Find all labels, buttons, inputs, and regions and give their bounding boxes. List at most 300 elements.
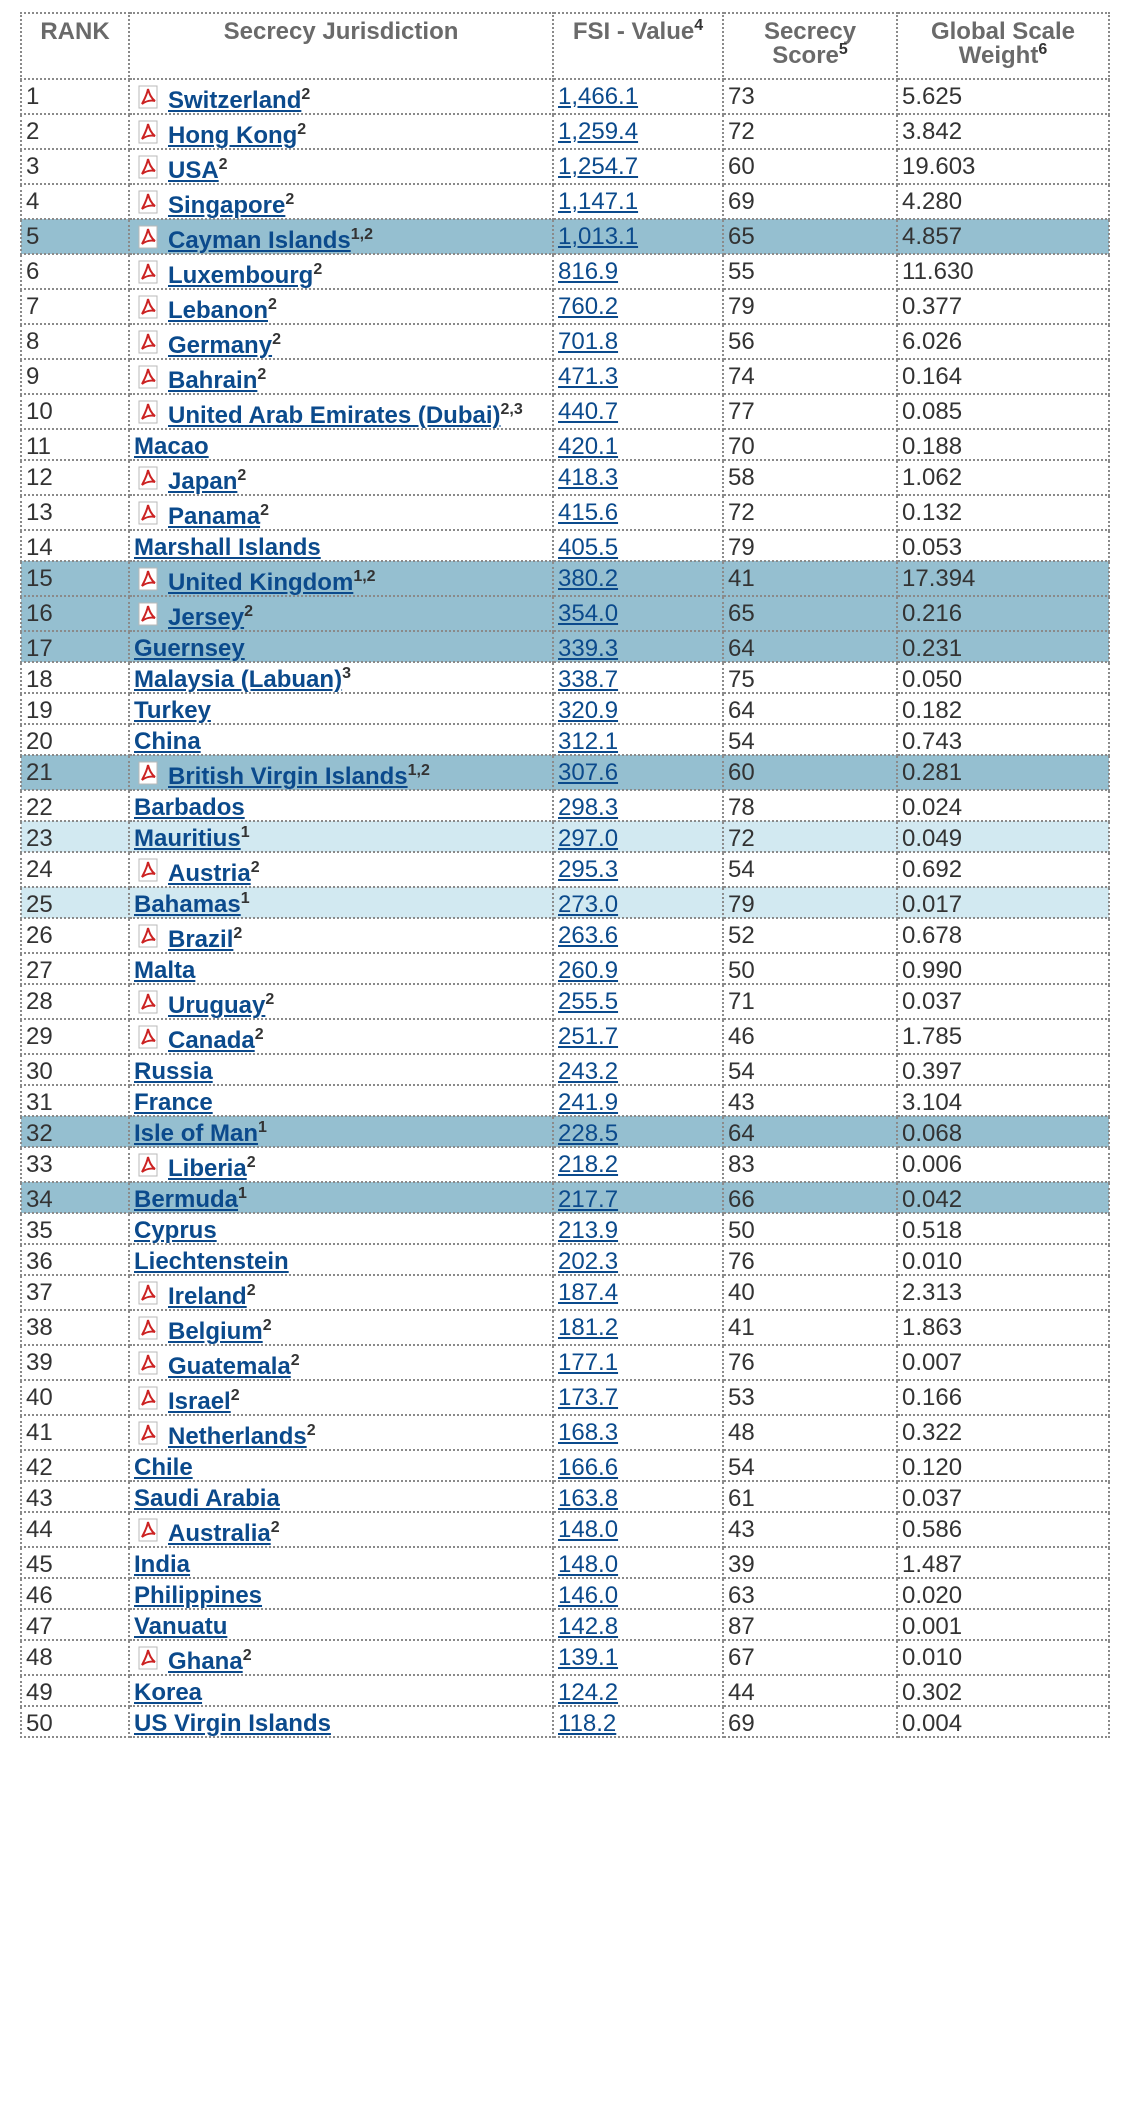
fsi-value-link[interactable]: 173.7 [558,1384,619,1411]
jurisdiction-link[interactable]: China [134,728,201,755]
fsi-value-cell [553,596,723,631]
jurisdiction-footnote: 2 [285,191,295,208]
fsi-value-cell [553,1578,723,1609]
table-row [21,662,1109,693]
global-scale-weight-cell [897,394,1109,429]
jurisdiction-footnote: 1 [240,890,250,907]
secrecy-score-value: 74 [728,363,755,390]
fsi-value-link[interactable]: 260.9 [558,957,619,984]
secrecy-score-value: 46 [728,1023,755,1050]
secrecy-score-cell [723,219,897,254]
fsi-value-link[interactable]: 405.5 [558,534,619,561]
global-scale-weight-value: 0.007 [902,1349,963,1376]
table-row [21,1450,1109,1481]
rank-value: 2 [26,118,40,145]
jurisdiction-cell [129,953,553,984]
pdf-report-icon[interactable] [138,1518,158,1542]
secrecy-score-value: 50 [728,957,755,984]
jurisdiction-link[interactable]: Israel [168,1388,231,1415]
jurisdiction-footnote: 2 [301,86,311,103]
table-row [21,1345,1109,1380]
secrecy-score-value: 87 [728,1613,755,1640]
jurisdiction-cell [129,1415,553,1450]
global-scale-weight-value: 0.164 [902,363,963,390]
pdf-report-icon[interactable] [138,924,158,948]
secrecy-score-cell [723,1380,897,1415]
global-scale-weight-cell [897,359,1109,394]
pdf-report-icon[interactable] [138,1386,158,1410]
global-scale-weight-cell [897,1244,1109,1275]
jurisdiction-cell [129,1019,553,1054]
rank-cell [21,114,129,149]
fsi-value-link[interactable]: 251.7 [558,1023,619,1050]
rank-cell [21,918,129,953]
secrecy-score-cell [723,184,897,219]
header-secrecy-footnote: 5 [838,41,848,58]
fsi-value-cell [553,1640,723,1675]
secrecy-score-value: 52 [728,922,755,949]
pdf-report-icon[interactable] [138,567,158,591]
fsi-value-link[interactable]: 420.1 [558,433,619,460]
rank-value: 14 [26,534,53,561]
fsi-value-link[interactable]: 168.3 [558,1419,619,1446]
rank-value: 15 [26,565,53,592]
pdf-report-icon[interactable] [138,155,158,179]
secrecy-score-value: 76 [728,1349,755,1376]
global-scale-weight-cell [897,953,1109,984]
secrecy-score-cell [723,561,897,596]
pdf-report-icon[interactable] [138,466,158,490]
jurisdiction-footnote: 2 [297,121,307,138]
jurisdiction-link[interactable]: Ghana [168,1648,243,1675]
global-scale-weight-value: 0.692 [902,856,963,883]
global-scale-weight-value: 0.053 [902,534,963,561]
pdf-report-icon[interactable] [138,225,158,249]
global-scale-weight-cell [897,1019,1109,1054]
fsi-value-link[interactable]: 255.5 [558,988,619,1015]
jurisdiction-cell [129,821,553,852]
table-row [21,1147,1109,1182]
jurisdiction-link[interactable]: Guatemala [168,1353,291,1380]
fsi-value-link[interactable]: 142.8 [558,1613,619,1640]
jurisdiction-link[interactable]: Panama [168,503,261,530]
table-row [21,219,1109,254]
pdf-report-icon[interactable] [138,120,158,144]
jurisdiction-link[interactable]: Marshall Islands [134,534,321,561]
global-scale-weight-value: 0.010 [902,1248,963,1275]
rank-cell [21,1512,129,1547]
rank-value: 49 [26,1679,53,1706]
jurisdiction-link[interactable]: Bahrain [168,367,258,394]
fsi-value-link[interactable]: 380.2 [558,565,619,592]
jurisdiction-footnote: 2 [233,925,243,942]
pdf-report-icon[interactable] [138,260,158,284]
jurisdiction-cell [129,324,553,359]
secrecy-score-value: 60 [728,153,755,180]
pdf-report-icon[interactable] [138,1153,158,1177]
global-scale-weight-cell [897,114,1109,149]
rank-value: 26 [26,922,53,949]
jurisdiction-link[interactable]: Korea [134,1679,203,1706]
fsi-value-link[interactable]: 163.8 [558,1485,619,1512]
global-scale-weight-cell [897,984,1109,1019]
rank-value: 50 [26,1710,53,1737]
jurisdiction-link[interactable]: Australia [168,1520,271,1547]
fsi-value-cell [553,429,723,460]
rank-cell [21,1310,129,1345]
rank-value: 7 [26,293,40,320]
pdf-report-icon[interactable] [138,190,158,214]
global-scale-weight-value: 0.004 [902,1710,963,1737]
fsi-value-cell [553,887,723,918]
pdf-report-icon[interactable] [138,858,158,882]
secrecy-score-value: 64 [728,635,755,662]
jurisdiction-link[interactable]: Philippines [134,1582,263,1609]
fsi-value-link[interactable]: 187.4 [558,1279,619,1306]
table-row [21,1415,1109,1450]
secrecy-score-cell [723,596,897,631]
table-row [21,184,1109,219]
fsi-value-cell [553,1213,723,1244]
secrecy-score-value: 41 [728,1314,755,1341]
jurisdiction-cell [129,1275,553,1310]
pdf-report-icon[interactable] [138,1646,158,1670]
pdf-report-icon[interactable] [138,1351,158,1375]
jurisdiction-link[interactable]: Vanuatu [134,1613,228,1640]
fsi-value-link[interactable]: 228.5 [558,1120,619,1147]
fsi-value-cell [553,219,723,254]
global-scale-weight-value: 0.001 [902,1613,963,1640]
rank-cell [21,219,129,254]
fsi-value-link[interactable]: 213.9 [558,1217,619,1244]
fsi-value-link[interactable]: 1,259.4 [558,118,639,145]
rank-cell [21,289,129,324]
global-scale-weight-cell [897,289,1109,324]
fsi-value-link[interactable]: 243.2 [558,1058,619,1085]
pdf-report-icon[interactable] [138,761,158,785]
secrecy-score-cell [723,1609,897,1640]
rank-cell [21,359,129,394]
jurisdiction-footnote: 1 [258,1119,267,1136]
jurisdiction-link[interactable]: Russia [134,1058,213,1085]
header-rank: RANK [21,13,129,79]
global-scale-weight-cell [897,1116,1109,1147]
rank-cell [21,254,129,289]
jurisdiction-footnote: 2 [265,991,275,1008]
fsi-value-link[interactable]: 118.2 [558,1710,617,1737]
fsi-value-cell [553,495,723,530]
fsi-value-link[interactable]: 146.0 [558,1582,619,1609]
jurisdiction-cell [129,1675,553,1706]
rank-cell [21,495,129,530]
jurisdiction-link[interactable]: Austria [168,860,251,887]
secrecy-score-cell [723,1450,897,1481]
pdf-report-icon[interactable] [138,365,158,389]
fsi-value-link[interactable]: 263.6 [558,922,619,949]
fsi-value-link[interactable]: 307.6 [558,759,619,786]
jurisdiction-footnote: 2 [290,1352,300,1369]
rank-cell [21,1706,129,1737]
global-scale-weight-value: 4.857 [902,223,963,250]
pdf-report-icon[interactable] [138,1421,158,1445]
pdf-report-icon[interactable] [138,1316,158,1340]
fsi-value-link[interactable]: 338.7 [558,666,619,693]
rank-cell [21,984,129,1019]
jurisdiction-link[interactable]: Liberia [168,1155,247,1182]
table-row [21,596,1109,631]
fsi-value-link[interactable]: 295.3 [558,856,619,883]
jurisdiction-link[interactable]: Malta [134,957,196,984]
fsi-value-link[interactable]: 1,254.7 [558,153,639,180]
jurisdiction-cell [129,1706,553,1737]
rank-cell [21,1675,129,1706]
rank-cell [21,460,129,495]
jurisdiction-link[interactable]: United Arab Emirates (Dubai) [168,402,501,429]
rank-cell [21,953,129,984]
jurisdiction-link[interactable]: Macao [134,433,209,460]
global-scale-weight-cell [897,1415,1109,1450]
jurisdiction-link[interactable]: Jersey [168,604,245,631]
jurisdiction-footnote: 1,2 [353,568,376,585]
fsi-value-link[interactable]: 415.6 [558,499,619,526]
secrecy-score-cell [723,1116,897,1147]
jurisdiction-link[interactable]: Belgium [168,1318,263,1345]
rank-cell [21,1481,129,1512]
secrecy-score-cell [723,631,897,662]
rank-cell [21,1609,129,1640]
jurisdiction-link[interactable]: Canada [168,1027,255,1054]
rank-value: 20 [26,728,53,755]
fsi-value-cell [553,821,723,852]
secrecy-score-cell [723,1085,897,1116]
jurisdiction-footnote: 1 [238,1185,247,1202]
pdf-report-icon[interactable] [138,501,158,525]
jurisdiction-cell [129,1310,553,1345]
table-row [21,755,1109,790]
fsi-value-cell [553,561,723,596]
fsi-value-link[interactable]: 241.9 [558,1089,619,1116]
jurisdiction-link[interactable]: Luxembourg [168,262,314,289]
pdf-report-icon[interactable] [138,85,158,109]
secrecy-score-cell [723,429,897,460]
jurisdiction-link[interactable]: Singapore [168,192,286,219]
global-scale-weight-cell [897,219,1109,254]
global-scale-weight-cell [897,254,1109,289]
table-row [21,1578,1109,1609]
global-scale-weight-cell [897,1275,1109,1310]
table-row [21,394,1109,429]
jurisdiction-link[interactable]: Switzerland [168,87,302,114]
rank-cell [21,149,129,184]
fsi-value-cell [553,1415,723,1450]
jurisdiction-link[interactable]: Ireland [168,1283,247,1310]
global-scale-weight-value: 0.024 [902,794,963,821]
global-scale-weight-cell [897,1054,1109,1085]
fsi-value-link[interactable]: 148.0 [558,1551,619,1578]
pdf-report-icon[interactable] [138,295,158,319]
rank-value: 9 [26,363,40,390]
jurisdiction-link[interactable]: Turkey [134,697,211,724]
jurisdiction-link[interactable]: Lebanon [168,297,268,324]
table-row [21,984,1109,1019]
fsi-value-link[interactable]: 297.0 [558,825,619,852]
jurisdiction-link[interactable]: Bahamas [134,891,241,918]
secrecy-score-value: 40 [728,1279,755,1306]
fsi-value-link[interactable]: 124.2 [558,1679,619,1706]
global-scale-weight-cell [897,1147,1109,1182]
fsi-value-cell [553,324,723,359]
fsi-value-link[interactable]: 166.6 [558,1454,619,1481]
secrecy-score-value: 83 [728,1151,755,1178]
global-scale-weight-value: 1.785 [902,1023,963,1050]
jurisdiction-link[interactable]: Uruguay [168,992,266,1019]
jurisdiction-link[interactable]: France [134,1089,213,1116]
pdf-report-icon[interactable] [138,400,158,424]
jurisdiction-link[interactable]: Isle of Man [134,1120,259,1147]
global-scale-weight-value: 2.313 [902,1279,963,1306]
fsi-value-link[interactable]: 1,466.1 [558,83,639,110]
jurisdiction-link[interactable]: Liechtenstein [134,1248,289,1275]
jurisdiction-link[interactable]: Barbados [134,794,245,821]
fsi-value-link[interactable]: 418.3 [558,464,619,491]
fsi-value-link[interactable]: 760.2 [558,293,619,320]
secrecy-score-cell [723,1244,897,1275]
fsi-value-cell [553,1085,723,1116]
fsi-value-link[interactable]: 139.1 [558,1644,619,1671]
jurisdiction-footnote: 2,3 [500,401,523,418]
jurisdiction-link[interactable]: Netherlands [168,1423,307,1450]
jurisdiction-footnote: 2 [246,1154,256,1171]
rank-value: 5 [26,223,40,250]
table-row [21,918,1109,953]
table-row [21,324,1109,359]
fsi-value-link[interactable]: 177.1 [558,1349,619,1376]
jurisdiction-link[interactable]: United Kingdom [168,569,354,596]
fsi-value-link[interactable]: 1,147.1 [558,188,639,215]
fsi-value-cell [553,394,723,429]
jurisdiction-link[interactable]: Hong Kong [168,122,298,149]
jurisdiction-link[interactable]: Bermuda [134,1186,239,1213]
jurisdiction-link[interactable]: British Virgin Islands [168,763,408,790]
fsi-value-link[interactable]: 181.2 [558,1314,619,1341]
pdf-report-icon[interactable] [138,990,158,1014]
fsi-value-link[interactable]: 320.9 [558,697,619,724]
jurisdiction-link[interactable]: Cyprus [134,1217,217,1244]
fsi-value-cell [553,530,723,561]
rank-cell [21,394,129,429]
rank-value: 36 [26,1248,53,1275]
rank-value: 11 [26,433,51,460]
fsi-value-link[interactable]: 816.9 [558,258,619,285]
secrecy-score-value: 50 [728,1217,755,1244]
rank-value: 25 [26,891,53,918]
jurisdiction-link[interactable]: USA [168,157,219,184]
rank-value: 40 [26,1384,53,1411]
jurisdiction-link[interactable]: Cayman Islands [168,227,351,254]
global-scale-weight-value: 0.037 [902,988,963,1015]
secrecy-score-value: 41 [728,565,755,592]
rank-cell [21,1182,129,1213]
jurisdiction-link[interactable]: Mauritius [134,825,241,852]
fsi-value-link[interactable]: 354.0 [558,600,619,627]
fsi-value-link[interactable]: 339.3 [558,635,619,662]
fsi-value-cell [553,790,723,821]
jurisdiction-cell [129,114,553,149]
global-scale-weight-cell [897,1380,1109,1415]
secrecy-score-cell [723,530,897,561]
fsi-value-link[interactable]: 701.8 [558,328,619,355]
secrecy-score-cell [723,918,897,953]
secrecy-score-cell [723,1182,897,1213]
fsi-value-link[interactable]: 202.3 [558,1248,619,1275]
secrecy-score-value: 65 [728,223,755,250]
fsi-value-cell [553,1706,723,1737]
rank-cell [21,79,129,114]
fsi-value-cell [553,1244,723,1275]
fsi-value-link[interactable]: 273.0 [558,891,619,918]
jurisdiction-link[interactable]: Chile [134,1454,193,1481]
pdf-report-icon[interactable] [138,1025,158,1049]
table-row [21,1310,1109,1345]
fsi-value-link[interactable]: 471.3 [558,363,619,390]
fsi-value-link[interactable]: 312.1 [558,728,619,755]
fsi-value-cell [553,1675,723,1706]
fsi-value-link[interactable]: 217.7 [558,1186,619,1213]
jurisdiction-link[interactable]: India [134,1551,191,1578]
pdf-report-icon[interactable] [138,1281,158,1305]
secrecy-score-value: 53 [728,1384,755,1411]
jurisdiction-link[interactable]: Malaysia (Labuan) [134,666,343,693]
table-row [21,1019,1109,1054]
fsi-value-link[interactable]: 440.7 [558,398,619,425]
pdf-report-icon[interactable] [138,330,158,354]
fsi-value-link[interactable]: 218.2 [558,1151,619,1178]
secrecy-score-cell [723,1675,897,1706]
fsi-value-link[interactable]: 1,013.1 [558,223,639,250]
secrecy-score-value: 63 [728,1582,755,1609]
jurisdiction-link[interactable]: Guernsey [134,635,245,662]
pdf-report-icon[interactable] [138,602,158,626]
jurisdiction-link[interactable]: Brazil [168,926,234,953]
rank-value: 4 [26,188,40,215]
fsi-value-link[interactable]: 148.0 [558,1516,619,1543]
secrecy-score-value: 39 [728,1551,755,1578]
table-row [21,1244,1109,1275]
jurisdiction-cell [129,149,553,184]
global-scale-weight-cell [897,324,1109,359]
secrecy-score-cell [723,495,897,530]
fsi-value-cell [553,79,723,114]
fsi-value-cell [553,460,723,495]
jurisdiction-link[interactable]: Japan [168,468,238,495]
global-scale-weight-value: 0.120 [902,1454,963,1481]
secrecy-score-value: 60 [728,759,755,786]
fsi-value-cell [553,1019,723,1054]
rank-cell [21,1415,129,1450]
secrecy-score-value: 67 [728,1644,755,1671]
secrecy-score-cell [723,289,897,324]
jurisdiction-link[interactable]: Saudi Arabia [134,1485,280,1512]
jurisdiction-link[interactable]: US Virgin Islands [134,1710,331,1737]
jurisdiction-cell [129,1547,553,1578]
rank-value: 22 [26,794,53,821]
jurisdiction-link[interactable]: Germany [168,332,273,359]
secrecy-score-value: 79 [728,534,755,561]
secrecy-score-cell [723,1706,897,1737]
rank-cell [21,324,129,359]
fsi-value-link[interactable]: 298.3 [558,794,619,821]
table-row [21,1275,1109,1310]
